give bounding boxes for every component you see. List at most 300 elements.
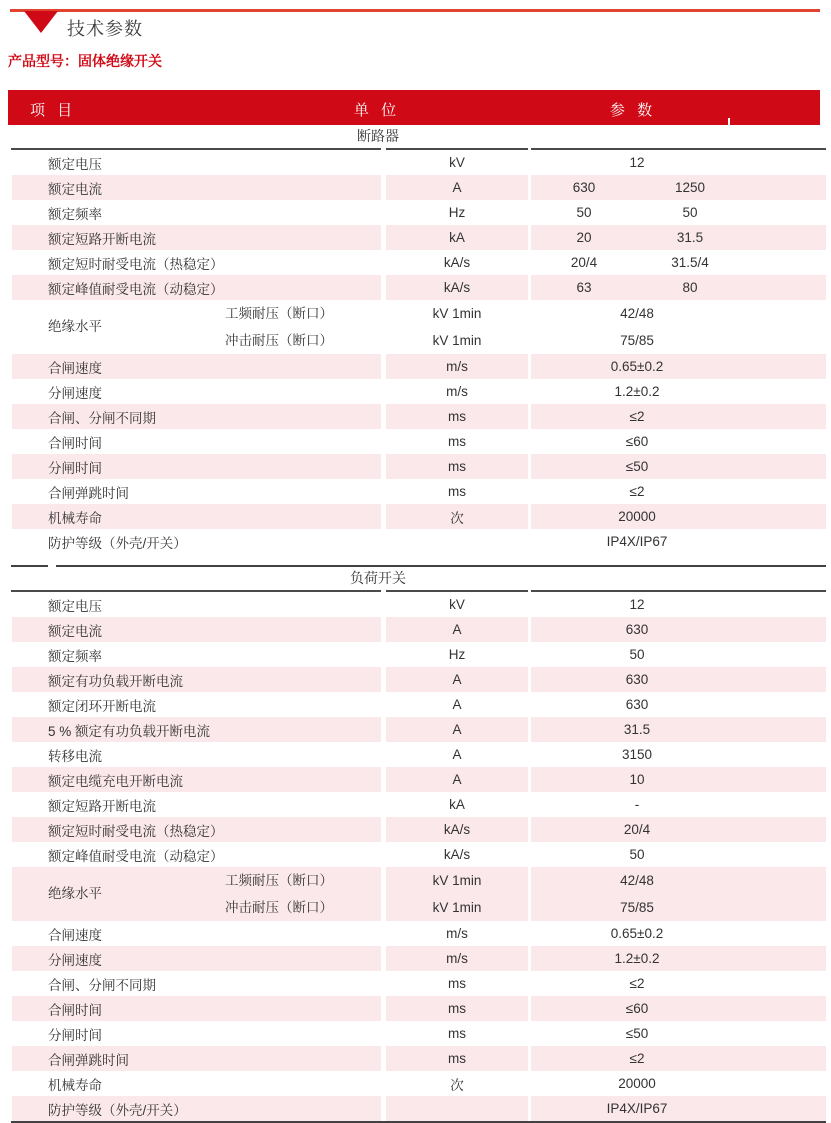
item-label: 额定峰值耐受电流（动稳定） (48, 848, 224, 864)
table-row (12, 971, 820, 996)
param-values (531, 484, 743, 499)
param-cell (531, 617, 826, 642)
param-cell (531, 379, 826, 404)
param-value: 1.2±0.2 (614, 951, 660, 966)
table-row (12, 504, 820, 529)
param-values (531, 772, 743, 787)
item-label: 额定频率 (48, 206, 102, 222)
table-row (12, 996, 820, 1021)
param-values (531, 722, 743, 737)
item-label-cell (12, 617, 381, 642)
unit-cell (386, 971, 528, 996)
item-label-cell (12, 971, 381, 996)
unit-value: A (452, 622, 462, 637)
item-label-cell (12, 842, 381, 867)
param-cell (531, 404, 826, 429)
param-value: 630 (625, 672, 649, 687)
unit-value: kV 1min (432, 306, 482, 321)
param-values (531, 797, 743, 812)
param-value: IP4X/IP67 (606, 1101, 668, 1116)
param-value: 630 (625, 697, 649, 712)
unit-cell (386, 946, 528, 971)
rule-line (8, 148, 820, 150)
param-values (531, 205, 743, 220)
param-values (531, 622, 743, 637)
unit-value: A (452, 697, 462, 712)
param-cell (531, 767, 826, 792)
item-label-cell (12, 479, 381, 504)
param-cell (531, 300, 826, 354)
unit-cell (386, 454, 528, 479)
item-label: 额定峰值耐受电流（动稳定） (48, 281, 224, 297)
unit-value: kV (449, 597, 465, 612)
param-value: 75/85 (620, 333, 654, 348)
unit-value: kV 1min (432, 873, 482, 888)
col-header-item: 项 目 (30, 102, 77, 119)
param-cell (531, 250, 826, 275)
param-cell (531, 592, 826, 617)
item-label: 防护等级（外壳/开关） (48, 1102, 187, 1118)
rule-line (8, 565, 820, 567)
unit-value: ms (448, 459, 466, 474)
table-row (12, 275, 820, 300)
param-cell (531, 354, 826, 379)
item-label-cell (12, 1096, 381, 1121)
table-row (12, 379, 820, 404)
param-value: 1250 (674, 180, 706, 195)
item-label-cell (12, 429, 381, 454)
unit-cell (386, 504, 528, 529)
item-label-cell (12, 300, 381, 354)
param-value: 630 (572, 180, 596, 195)
param-values (531, 597, 743, 612)
item-label-cell (12, 1021, 381, 1046)
param-values (531, 434, 743, 449)
item-label: 绝缘水平 (48, 319, 102, 334)
unit-cell (386, 867, 528, 921)
param-cell (531, 1021, 826, 1046)
unit-cell (386, 404, 528, 429)
item-label: 合闸速度 (48, 360, 102, 376)
param-value: 50 (576, 205, 592, 220)
unit-cell (386, 429, 528, 454)
table-row (12, 792, 820, 817)
unit-cell (386, 225, 528, 250)
param-value: 63 (576, 280, 592, 295)
param-line (531, 867, 826, 894)
item-label-cell (12, 717, 381, 742)
param-value: 50 (629, 847, 645, 862)
unit-cell (386, 479, 528, 504)
param-cell (531, 275, 826, 300)
unit-value: kV (449, 155, 465, 170)
param-cell (531, 867, 826, 921)
item-label: 额定电流 (48, 181, 102, 197)
unit-value: kA/s (443, 847, 471, 862)
param-values (531, 847, 743, 862)
item-label-cell (12, 529, 381, 554)
item-label-cell (12, 150, 381, 175)
unit-cell (386, 792, 528, 817)
param-cell (531, 529, 826, 554)
item-label: 机械寿命 (48, 510, 102, 526)
unit-value: ms (448, 484, 466, 499)
header-tick-mark (728, 118, 730, 125)
param-cell (531, 429, 826, 454)
table-row (12, 867, 820, 921)
product-model-line (8, 51, 162, 71)
item-label: 额定电压 (48, 156, 102, 172)
unit-cell (386, 175, 528, 200)
item-label: 额定电压 (48, 598, 102, 614)
param-values (531, 647, 743, 662)
unit-value: ms (448, 976, 466, 991)
table-row (12, 1046, 820, 1071)
unit-value: A (452, 747, 462, 762)
param-value: 50 (629, 647, 645, 662)
item-label-cell (12, 275, 381, 300)
unit-value: kV 1min (432, 900, 482, 915)
unit-value: A (452, 722, 462, 737)
item-label: 额定有功负载开断电流 (48, 673, 183, 689)
item-label: 合闸弹跳时间 (48, 485, 129, 501)
item-label: 合闸时间 (48, 1002, 102, 1018)
param-value: 20000 (618, 1076, 656, 1091)
rule-line (8, 590, 820, 592)
param-values (531, 359, 743, 374)
param-values (531, 409, 743, 424)
param-value: 12 (629, 597, 645, 612)
unit-value: A (452, 772, 462, 787)
param-line (531, 327, 826, 354)
unit-value: ms (448, 1051, 466, 1066)
unit-cell (386, 742, 528, 767)
table-row (12, 592, 820, 617)
unit-cell (386, 354, 528, 379)
param-cell (531, 479, 826, 504)
param-value: ≤50 (625, 459, 649, 474)
param-values (531, 747, 743, 762)
param-values (531, 1026, 743, 1041)
item-label: 合闸、分闸不同期 (48, 410, 156, 426)
table-row (12, 175, 820, 200)
col-header-param: 参 数 (609, 102, 657, 119)
param-cell (531, 200, 826, 225)
unit-value: m/s (446, 384, 468, 399)
unit-cell (386, 692, 528, 717)
item-label-cell (12, 867, 381, 921)
table-row (12, 250, 820, 275)
param-value: 42/48 (620, 873, 654, 888)
param-cell (531, 1046, 826, 1071)
table-header-bar (8, 90, 820, 125)
param-value: ≤2 (629, 484, 645, 499)
unit-cell (386, 1021, 528, 1046)
item-label-cell (12, 1046, 381, 1071)
item-label-cell (12, 504, 381, 529)
param-values (531, 230, 743, 245)
table-row (12, 717, 820, 742)
param-cell (531, 150, 826, 175)
item-label: 额定短时耐受电流（热稳定） (48, 823, 224, 839)
unit-value: A (452, 672, 462, 687)
unit-cell (386, 767, 528, 792)
item-label-cell (12, 642, 381, 667)
unit-value: m/s (446, 359, 468, 374)
param-value: 31.5 (676, 230, 704, 245)
table-row (12, 1021, 820, 1046)
unit-cell (386, 1096, 528, 1121)
param-values (531, 976, 743, 991)
table-row (12, 817, 820, 842)
table-row (12, 642, 820, 667)
unit-value: 次 (450, 1077, 464, 1093)
item-label: 防护等级（外壳/开关） (48, 535, 187, 551)
table-sections (8, 125, 820, 1123)
unit-cell (386, 300, 528, 354)
table-row (12, 946, 820, 971)
unit-value: kA/s (443, 280, 471, 295)
param-values (531, 1076, 743, 1091)
item-label-cell (12, 404, 381, 429)
unit-cell (386, 150, 528, 175)
unit-cell (386, 996, 528, 1021)
param-value: 12 (629, 155, 645, 170)
param-value: ≤50 (625, 1026, 649, 1041)
insulation-sub-labels (225, 867, 333, 921)
table-row (12, 742, 820, 767)
item-label-cell (12, 792, 381, 817)
table-row (12, 454, 820, 479)
insulation-sub-label: 工频耐压（断口） (225, 306, 333, 321)
item-label: 额定频率 (48, 648, 102, 664)
param-values (531, 1001, 743, 1016)
param-cell (531, 504, 826, 529)
table-row (12, 529, 820, 554)
item-label: 合闸时间 (48, 435, 102, 451)
item-label: 5 % 额定有功负载开断电流 (48, 723, 211, 739)
table-row (12, 1096, 820, 1121)
item-label-cell (12, 175, 381, 200)
param-values (531, 1051, 743, 1066)
item-label-cell (12, 592, 381, 617)
param-values (531, 509, 743, 524)
param-cell (531, 1071, 826, 1096)
param-cell (531, 667, 826, 692)
page-title: 技术参数 (67, 19, 143, 39)
param-value: 1.2±0.2 (614, 384, 660, 399)
table-row (12, 692, 820, 717)
unit-value: m/s (446, 926, 468, 941)
unit-value: m/s (446, 951, 468, 966)
section-title: 断路器 (357, 128, 399, 144)
item-label: 分闸时间 (48, 460, 102, 476)
item-label-cell (12, 921, 381, 946)
param-value: 20/4 (623, 822, 651, 837)
param-values (531, 822, 743, 837)
param-cell (531, 946, 826, 971)
unit-cell (386, 842, 528, 867)
table-row (12, 1071, 820, 1096)
unit-value: Hz (448, 205, 466, 220)
item-label-cell (12, 946, 381, 971)
param-cell (531, 971, 826, 996)
top-rule (10, 9, 820, 12)
unit-cell (386, 921, 528, 946)
unit-cell (386, 275, 528, 300)
unit-cell (386, 667, 528, 692)
unit-cell (386, 817, 528, 842)
item-label: 合闸速度 (48, 927, 102, 943)
unit-value: ms (448, 1001, 466, 1016)
unit-value: ms (448, 434, 466, 449)
item-label-cell (12, 667, 381, 692)
insulation-sub-label: 冲击耐压（断口） (225, 333, 333, 348)
param-value: 31.5/4 (671, 255, 709, 270)
unit-value: ms (448, 1026, 466, 1041)
table-row (12, 300, 820, 354)
param-value: 3150 (621, 747, 653, 762)
param-values (531, 951, 743, 966)
product-model-value: 固体绝缘开关 (78, 53, 162, 69)
item-label: 合闸、分闸不同期 (48, 977, 156, 993)
param-value: 80 (682, 280, 698, 295)
param-cell (531, 692, 826, 717)
insulation-sub-labels (225, 300, 333, 354)
item-label: 额定闭环开断电流 (48, 698, 156, 714)
table-row (12, 617, 820, 642)
param-line (531, 894, 826, 921)
param-value: ≤2 (629, 1051, 645, 1066)
param-cell (531, 454, 826, 479)
item-label: 分闸速度 (48, 952, 102, 968)
item-label-cell (12, 454, 381, 479)
item-label: 机械寿命 (48, 1077, 102, 1093)
param-values (531, 384, 743, 399)
item-label-cell (12, 817, 381, 842)
param-cell (531, 642, 826, 667)
table-row (12, 767, 820, 792)
item-label-cell (12, 354, 381, 379)
item-label-cell (12, 767, 381, 792)
param-value: 31.5 (623, 722, 651, 737)
col-header-unit: 单 位 (353, 102, 401, 119)
table-row (12, 429, 820, 454)
unit-cell (386, 529, 528, 554)
unit-value: Hz (448, 647, 466, 662)
param-cell (531, 717, 826, 742)
unit-cell (386, 200, 528, 225)
param-cell (531, 996, 826, 1021)
unit-value: kA (449, 797, 465, 812)
table-row (12, 921, 820, 946)
item-label-cell (12, 200, 381, 225)
param-cell (531, 921, 826, 946)
param-cell (531, 842, 826, 867)
param-value: 75/85 (620, 900, 654, 915)
param-cell (531, 817, 826, 842)
param-cell (531, 792, 826, 817)
param-value: 20 (576, 230, 592, 245)
item-label-cell (12, 996, 381, 1021)
item-label-cell (12, 742, 381, 767)
param-value: 20/4 (570, 255, 598, 270)
item-label-cell (12, 692, 381, 717)
param-value: ≤60 (625, 1001, 649, 1016)
unit-cell (386, 592, 528, 617)
param-value: ≤2 (629, 409, 645, 424)
insulation-sub-label: 工频耐压（断口） (225, 873, 333, 888)
table-row (12, 404, 820, 429)
product-model-label: 产品型号： (8, 53, 78, 69)
param-value: IP4X/IP67 (606, 534, 668, 549)
param-values (531, 697, 743, 712)
param-values (531, 155, 743, 170)
param-cell (531, 1096, 826, 1121)
item-label: 分闸速度 (48, 385, 102, 401)
param-cell (531, 742, 826, 767)
unit-value: A (452, 180, 462, 195)
param-values (531, 1101, 743, 1116)
unit-cell (386, 250, 528, 275)
item-label: 合闸弹跳时间 (48, 1052, 129, 1068)
item-label-cell (12, 1071, 381, 1096)
item-label: 分闸时间 (48, 1027, 102, 1043)
param-value: 0.65±0.2 (610, 926, 664, 941)
table-row (12, 200, 820, 225)
param-cell (531, 225, 826, 250)
param-value: 10 (629, 772, 645, 787)
param-value: ≤2 (629, 976, 645, 991)
unit-value: kV 1min (432, 333, 482, 348)
item-label: 额定电流 (48, 623, 102, 639)
table-row (12, 354, 820, 379)
table-row (12, 667, 820, 692)
param-value: 42/48 (620, 306, 654, 321)
item-label: 额定电缆充电开断电流 (48, 773, 183, 789)
table-row (12, 479, 820, 504)
unit-cell (386, 717, 528, 742)
unit-cell (386, 379, 528, 404)
param-value: 20000 (618, 509, 656, 524)
section-title: 负荷开关 (350, 570, 406, 586)
item-label: 绝缘水平 (48, 886, 102, 901)
param-values (531, 255, 743, 270)
table-row (12, 150, 820, 175)
item-label: 额定短路开断电流 (48, 798, 156, 814)
param-value: ≤60 (625, 434, 649, 449)
param-values (531, 280, 743, 295)
unit-value: kA/s (443, 822, 471, 837)
item-label: 额定短时耐受电流（热稳定） (48, 256, 224, 272)
item-label-cell (12, 250, 381, 275)
param-value: 630 (625, 622, 649, 637)
spec-table (8, 90, 820, 1123)
item-label: 转移电流 (48, 748, 102, 764)
unit-cell (386, 1046, 528, 1071)
unit-cell (386, 617, 528, 642)
param-value: - (634, 797, 640, 812)
param-values (531, 180, 743, 195)
table-row (12, 842, 820, 867)
section-gap (8, 554, 820, 565)
unit-cell (386, 1071, 528, 1096)
param-value: 0.65±0.2 (610, 359, 664, 374)
param-line (531, 300, 826, 327)
unit-cell (386, 642, 528, 667)
param-values (531, 926, 743, 941)
param-values (531, 459, 743, 474)
